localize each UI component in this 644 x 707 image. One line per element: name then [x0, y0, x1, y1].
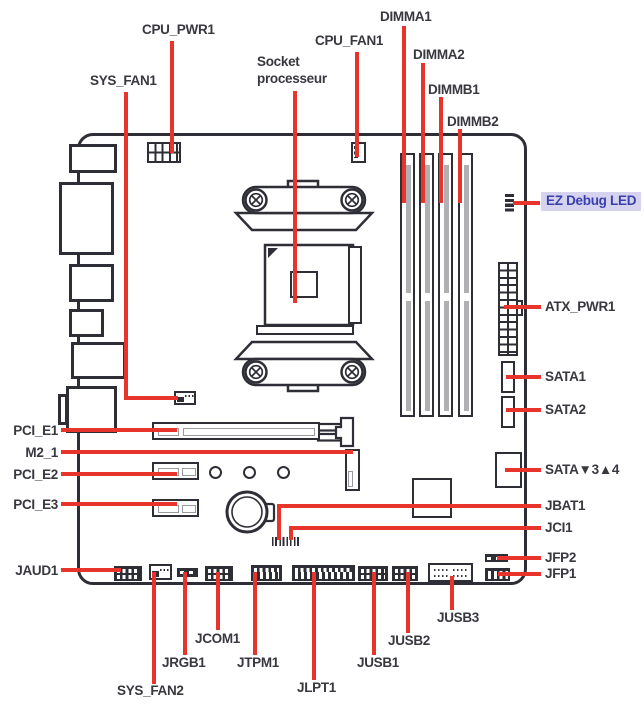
label-jrgb1: JRGB1: [162, 655, 206, 670]
cpu-bracket-top: [236, 181, 372, 230]
callout-cpu-fan1: [355, 52, 359, 157]
label-sata2: SATA2: [545, 402, 586, 417]
callout-jci1-v: [289, 526, 293, 540]
label-dimmb1: DIMMB1: [428, 82, 480, 97]
callout-dimma1: [402, 26, 406, 203]
cmos-battery: [227, 492, 274, 532]
io-port-audio: [66, 386, 117, 433]
callout-jusb3: [450, 576, 454, 610]
label-jusb3: JUSB3: [437, 610, 480, 625]
label-sys-fan2: SYS_FAN2: [117, 683, 184, 698]
sata2-connector: [501, 396, 515, 428]
jlpt1-connector: [292, 565, 355, 581]
callout-socket: [293, 91, 297, 303]
callout-sys-fan2: [152, 572, 156, 684]
callout-sata34: [505, 468, 541, 472]
label-atx-pwr1: ATX_PWR1: [545, 299, 616, 314]
callout-dimmb2: [458, 129, 462, 203]
io-port-usb-top: [69, 264, 114, 302]
io-port-usb-small: [69, 309, 104, 337]
label-jfp2: JFP2: [545, 550, 577, 565]
io-port-ps2: [69, 144, 117, 173]
label-jusb1: JUSB1: [357, 655, 400, 670]
label-jfp1: JFP1: [545, 566, 577, 581]
pci-e2-slot: [152, 462, 199, 480]
m2-slot: [345, 449, 360, 491]
label-jbat1: JBAT1: [545, 498, 586, 513]
label-dimma1: DIMMA1: [380, 9, 432, 24]
callout-atx-pwr1: [504, 305, 541, 309]
label-pci-e1: PCI_E1: [13, 423, 58, 438]
callout-jtpm1: [253, 572, 257, 655]
label-socket-line2: processeur: [257, 71, 327, 86]
label-cpu-pwr1: CPU_PWR1: [142, 22, 215, 37]
label-jlpt1: JLPT1: [297, 680, 337, 695]
callout-ez-debug-led: [513, 201, 540, 205]
callout-jaud1: [61, 568, 121, 572]
callout-jfp1: [498, 572, 541, 576]
label-jusb2: JUSB2: [388, 633, 431, 648]
label-m2-1: M2_1: [25, 445, 58, 460]
label-dimmb2: DIMMB2: [447, 114, 499, 129]
io-port-video: [59, 182, 114, 255]
pci-e1-slot: [152, 422, 320, 440]
callout-m2-1: [61, 450, 353, 454]
callout-dimmb1: [439, 97, 443, 203]
label-sata34: SATA▼3▲4: [545, 462, 620, 477]
label-cpu-fan1: CPU_FAN1: [315, 33, 384, 48]
cpu-bracket-bottom: [236, 342, 372, 391]
label-jci1: JCI1: [545, 520, 573, 535]
cpu-socket: [257, 245, 361, 334]
callout-pci-e2: [61, 472, 177, 476]
callout-sata2: [506, 408, 541, 412]
callout-jcom1: [216, 572, 220, 630]
cpu-pwr1-connector: [147, 142, 181, 163]
label-pci-e2: PCI_E2: [13, 467, 58, 482]
chipset-outline: [412, 478, 452, 518]
callout-dimma2: [421, 63, 425, 203]
callout-jusb1: [372, 572, 376, 655]
atx-pwr1-connector: [498, 262, 518, 356]
callout-sys-fan1-v: [124, 92, 128, 400]
callout-sata1: [506, 375, 541, 379]
pci-e1-latch: [318, 418, 353, 446]
callout-jbat1-h: [277, 504, 541, 508]
label-sys-fan1: SYS_FAN1: [90, 73, 157, 88]
label-sata1: SATA1: [545, 369, 586, 384]
callout-jusb2: [406, 572, 410, 633]
io-port-lan: [71, 342, 126, 379]
callout-sys-fan1-h: [124, 396, 178, 400]
callout-cpu-pwr1: [170, 41, 174, 153]
callout-jci1-h: [289, 526, 541, 530]
callout-jfp2: [497, 556, 541, 560]
label-socket-line1: Socket: [257, 54, 300, 69]
callout-pci-e3: [61, 502, 177, 506]
label-jtpm1: JTPM1: [237, 655, 280, 670]
label-pci-e3: PCI_E3: [13, 497, 58, 512]
label-ez-debug-led: EZ Debug LED: [541, 192, 641, 211]
label-jcom1: JCOM1: [195, 631, 241, 646]
jrgb1-connector: [177, 568, 198, 577]
callout-pci-e1: [61, 428, 177, 432]
callout-jbat1-v: [277, 504, 281, 540]
mounting-hole: [277, 466, 290, 479]
label-dimma2: DIMMA2: [413, 47, 465, 62]
mounting-hole: [243, 466, 256, 479]
mounting-hole: [209, 466, 222, 479]
jusb2-connector: [392, 566, 418, 581]
label-socket-processeur: [257, 55, 327, 86]
callout-jlpt1: [312, 572, 316, 680]
callout-jrgb1: [183, 572, 187, 655]
label-jaud1: JAUD1: [15, 563, 58, 578]
